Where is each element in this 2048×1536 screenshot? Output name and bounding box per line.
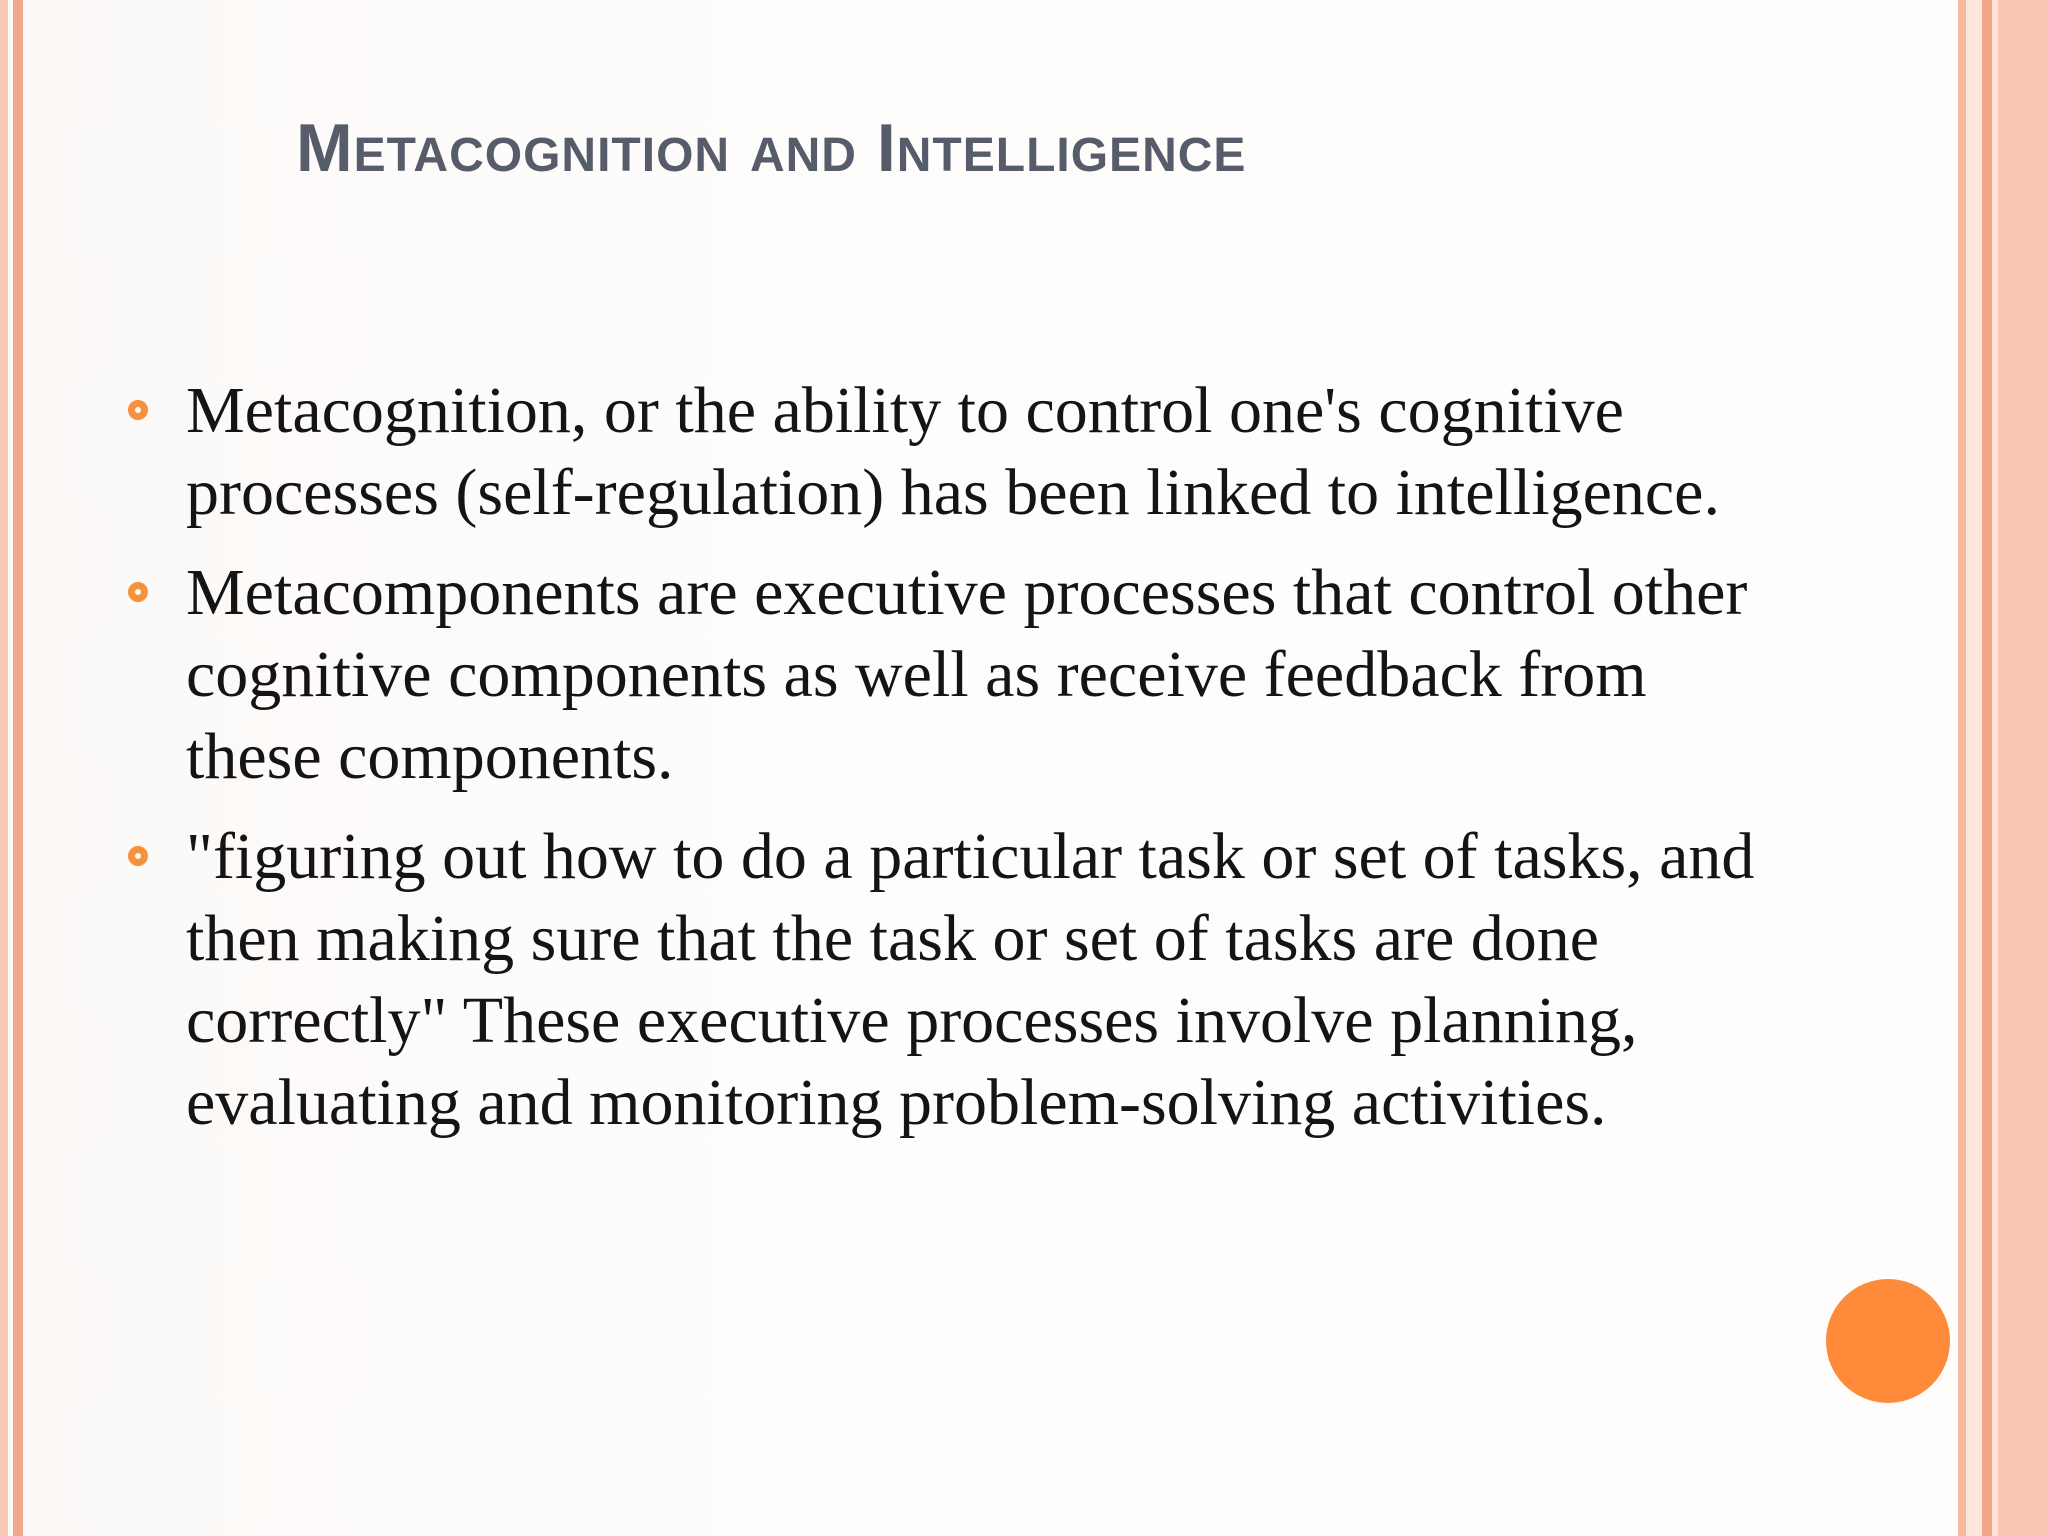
bullet-circle-icon [128, 582, 148, 602]
right-border-stripe [1998, 0, 2048, 1536]
bullet-text: "figuring out how to do a particular task or set of tasks, and then making sure that the task or set of tasks are done correctly" These executive processes involve planning, evaluating and monitoring problem-solving activities. [186, 820, 1755, 1139]
right-border-stripe [1966, 0, 1982, 1536]
right-border-stripe [1982, 0, 1992, 1536]
bullet-circle-icon [128, 846, 148, 866]
bullet-text: Metacomponents are executive processes that control other cognitive components as well as receive feedback from these components. [186, 556, 1748, 793]
bullet-list [122, 370, 1762, 1162]
decorative-circle-icon [1826, 1279, 1950, 1403]
bullet-text: Metacognition, or the ability to control one's cognitive processes (self-regulation) has been linked to intelligence. [186, 374, 1720, 529]
bullet-item [122, 552, 1762, 798]
bullet-item [122, 816, 1762, 1144]
left-border-stripe [0, 0, 8, 1536]
right-border-stripe [1958, 0, 1966, 1536]
slide-title: Metacognition and Intelligence [296, 110, 1247, 186]
bullet-circle-icon [128, 400, 148, 420]
left-border-stripe [13, 0, 23, 1536]
bullet-item [122, 370, 1762, 534]
